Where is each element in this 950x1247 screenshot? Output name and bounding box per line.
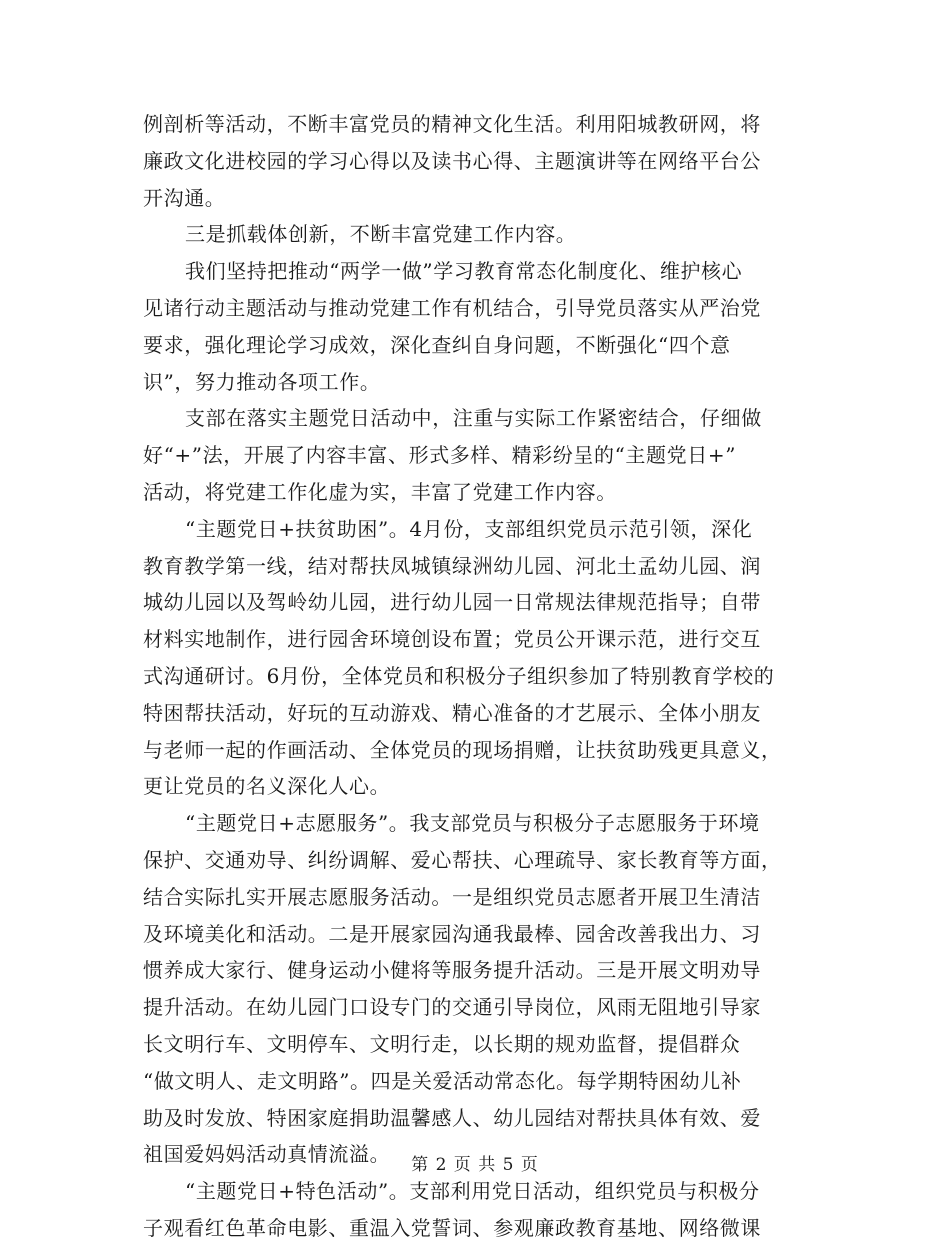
text-line: 开沟通。: [143, 185, 226, 210]
text-line: 我们坚持把推动“两学一做”学习教育常态化制度化、维护核心: [185, 259, 743, 284]
text-line: 祖国爱妈妈活动真情流溢。: [143, 1142, 391, 1167]
text-line: 特困帮扶活动，好玩的互动游戏、精心准备的才艺展示、全体小朋友: [143, 700, 761, 725]
text-line: 助及时发放、特困家庭捐助温馨感人、幼儿园结对帮扶具体有效、爱: [143, 1105, 761, 1130]
text-line: 廉政文化进校园的学习心得以及读书心得、主题演讲等在网络平台公: [143, 148, 761, 173]
text-line: 结合实际扎实开展志愿服务活动。一是组织党员志愿者开展卫生清洁: [143, 884, 761, 909]
text-line: 长文明行车、文明停车、文明行走，以长期的规劝监督，提倡群众: [143, 1031, 741, 1056]
text-line: 要求，强化理论学习成效，深化查纠自身问题，不断强化“四个意: [143, 332, 731, 357]
text-line: 惯养成大家行、健身运动小健将等服务提升活动。三是开展文明劝导: [143, 958, 761, 983]
text-line: 活动，将党建工作化虚为实，丰富了党建工作内容。: [143, 479, 617, 504]
text-line: “做文明人、走文明路”。四是关爱活动常态化。每学期特困幼儿补: [143, 1068, 742, 1093]
text-line: 保护、交通劝导、纠纷调解、爱心帮扶、心理疏导、家长教育等方面，: [143, 847, 782, 872]
text-line: 好“+”法，开展了内容丰富、形式多样、精彩纷呈的“主题党日+”: [143, 443, 737, 468]
text-line: 及环境美化和活动。二是开展家园沟通我最棒、园舍改善我出力、习: [143, 921, 761, 946]
text-line: 与老师一起的作画活动、全体党员的现场捐赠，让扶贫助残更具意义，: [143, 737, 782, 762]
page-footer: 第 2 页 共 5 页: [411, 1155, 539, 1175]
text-line: 见诸行动主题活动与推动党建工作有机结合，引导党员落实从严治党: [143, 295, 761, 320]
text-line: “主题党日+志愿服务”。我支部党员与积极分子志愿服务于环境: [185, 811, 760, 836]
paragraph-heading: 三是抓载体创新，不断丰富党建工作内容。: [185, 222, 577, 247]
text-line: 式沟通研讨。6月份，全体党员和积极分子组织参加了特别教育学校的: [143, 663, 775, 688]
text-line: 材料实地制作，进行园舍环境创设布置；党员公开课示范，进行交互: [143, 627, 761, 652]
text-line: 提升活动。在幼儿园门口设专门的交通引导岗位，风雨无阻地引导家: [143, 995, 761, 1020]
text-line: “主题党日+扶贫助困”。4月份，支部组织党员示范引领，深化: [185, 516, 753, 541]
text-line: 例剖析等活动，不断丰富党员的精神文化生活。利用阳城教研网，将: [143, 112, 761, 136]
text-line: 更让党员的名义深化人心。: [143, 774, 391, 799]
text-line: 城幼儿园以及驾岭幼儿园，进行幼儿园一日常规法律规范指导；自带: [143, 590, 761, 615]
text-line: 教育教学第一线，结对帮扶凤城镇绿洲幼儿园、河北土孟幼儿园、润: [143, 553, 761, 578]
text-line: “主题党日+特色活动”。支部利用党日活动，组织党员与积极分: [185, 1179, 760, 1204]
text-line: 支部在落实主题党日活动中，注重与实际工作紧密结合，仔细做: [185, 406, 762, 431]
text-line: 子观看红色革命电影、重温入党誓词、参观廉政教育基地、网络微课: [143, 1215, 761, 1240]
document-body: [143, 106, 808, 1247]
text-line: 识”，努力推动各项工作。: [143, 369, 381, 394]
